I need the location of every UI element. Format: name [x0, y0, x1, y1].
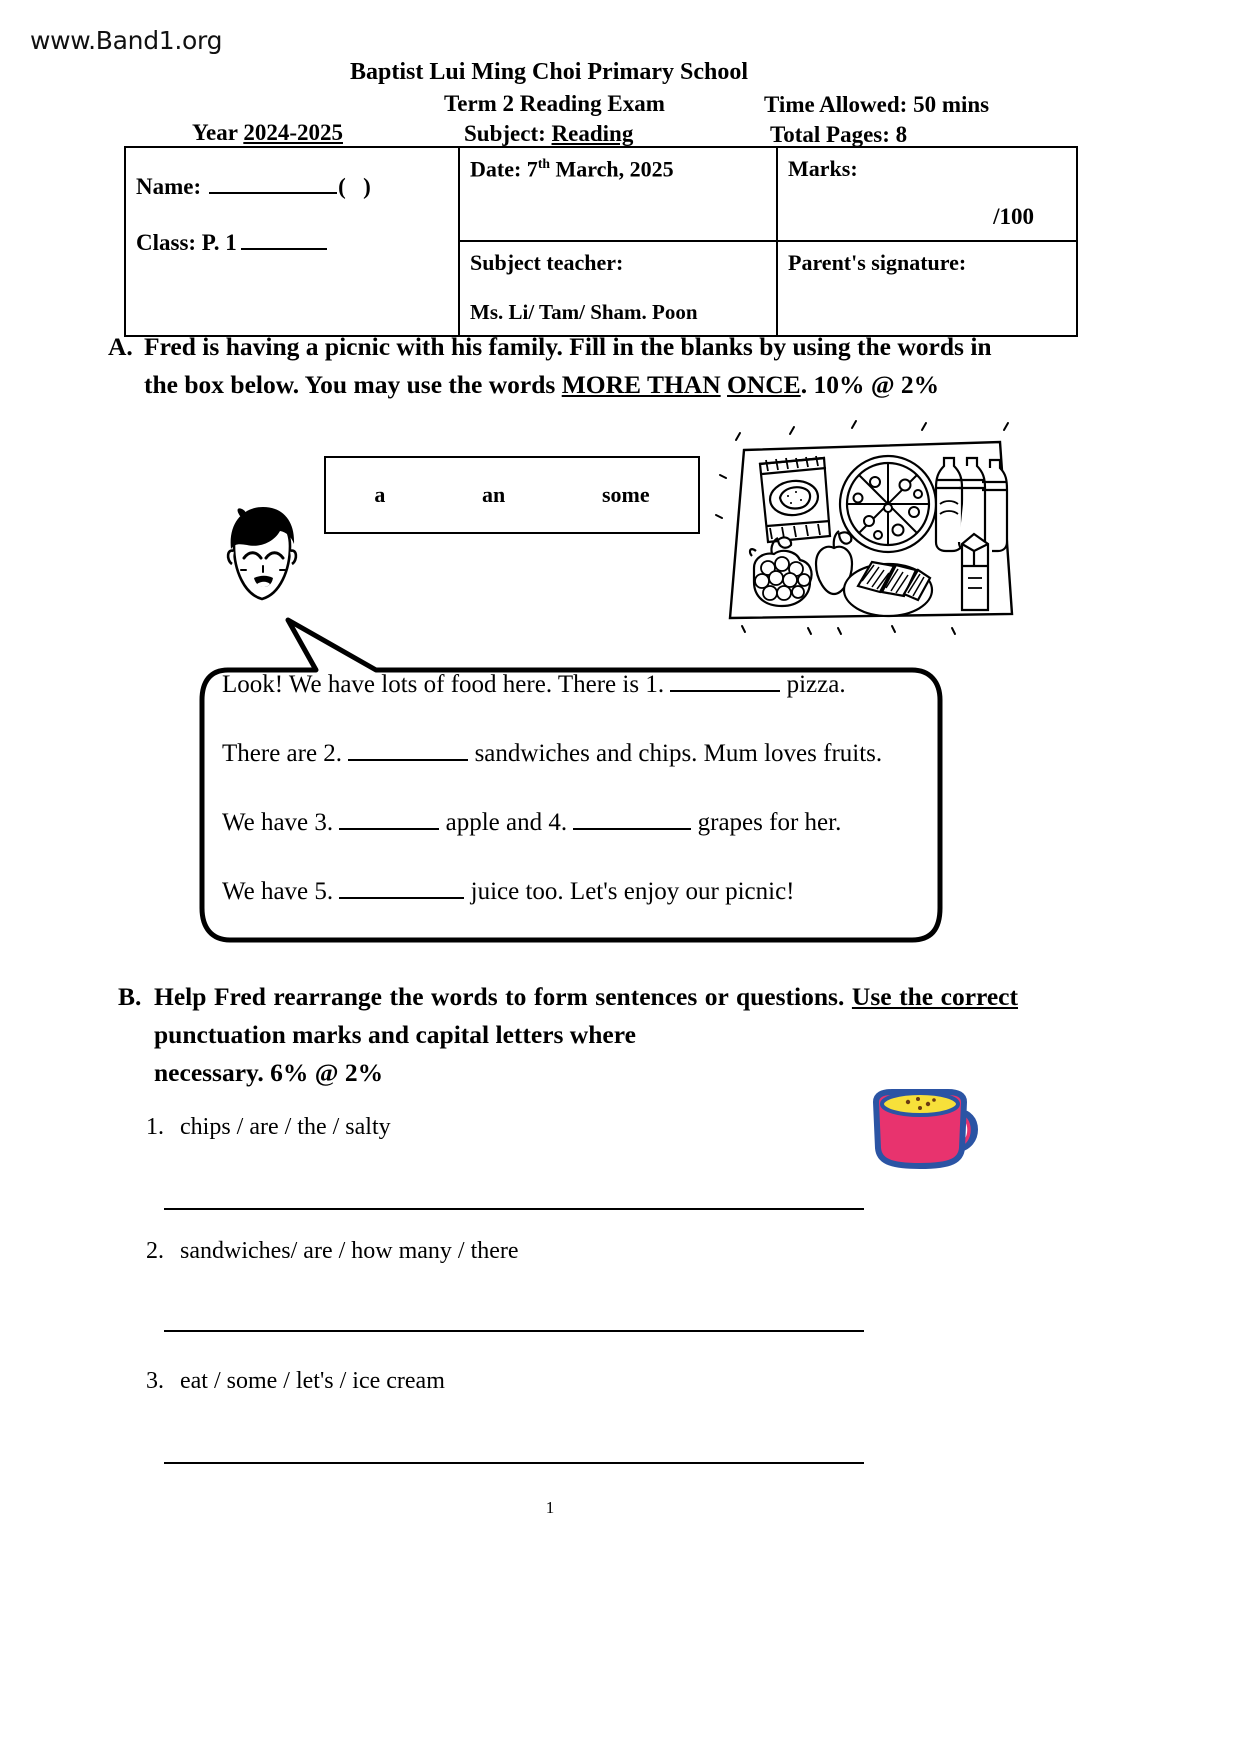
- answer-blank-2[interactable]: [348, 743, 468, 761]
- b-item-1-answer-line[interactable]: [164, 1208, 864, 1210]
- word-bank-item-some[interactable]: some: [601, 482, 650, 507]
- teacher-names: Ms. Li/ Tam/ Sham. Poon: [470, 300, 698, 324]
- date-ordinal: th: [537, 156, 550, 171]
- school-name: Baptist Lui Ming Choi Primary School: [350, 59, 749, 85]
- section-b-instructions: [118, 978, 1018, 1092]
- class-input-blank[interactable]: [241, 231, 327, 250]
- word-bank-box: [324, 456, 700, 534]
- bubble-line-4b: juice too. Let's enjoy our picnic!: [470, 878, 795, 905]
- b-item-3: [146, 1368, 445, 1395]
- watermark: www.Band1.org: [30, 26, 223, 55]
- answer-blank-3[interactable]: [339, 812, 439, 830]
- bubble-line-2: [222, 737, 952, 771]
- name-label: Name:: [136, 174, 202, 199]
- exam-header: [124, 58, 1034, 337]
- section-a-line3-emph: ONCE: [727, 370, 801, 399]
- time-allowed: Time Allowed: 50 mins: [764, 92, 990, 117]
- section-b-line1: Help Fred rearrange the words to form sentences or questions.: [154, 982, 845, 1011]
- cocoa-cup-icon: [862, 1086, 982, 1172]
- parent-signature-label: Parent's signature:: [788, 250, 967, 275]
- section-a-line2-pre: the words in the box below. You may use the words: [144, 332, 992, 399]
- b-item-2: [146, 1238, 519, 1265]
- total-pages: Total Pages: 8: [770, 122, 908, 147]
- subject-value: Reading: [551, 121, 634, 146]
- class-label: Class: P. 1: [136, 230, 237, 255]
- bubble-line-3c: grapes for her.: [697, 809, 842, 836]
- answer-blank-1[interactable]: [670, 674, 780, 692]
- bubble-line-4a: We have 5.: [222, 878, 334, 905]
- name-class-cell: [125, 147, 459, 336]
- subject-teacher-cell: [459, 241, 777, 336]
- word-bank-item-a[interactable]: a: [374, 482, 386, 507]
- name-input-blank[interactable]: [209, 175, 337, 194]
- b-item-2-answer-line[interactable]: [164, 1330, 864, 1332]
- bubble-line-3a: We have 3.: [222, 809, 334, 836]
- bubble-line-1a: Look! We have lots of food here. There is 1.: [222, 671, 665, 698]
- class-field-row: [136, 230, 448, 256]
- subject-line: [464, 119, 633, 148]
- marks-cell: [777, 147, 1077, 241]
- date-label: Date: 7: [470, 156, 538, 182]
- section-b-line2-rest: punctuation marks and capital letters where: [154, 1020, 636, 1049]
- b-item-2-number: 2.: [146, 1238, 164, 1264]
- marks-label: Marks:: [788, 156, 858, 181]
- section-a-body: [144, 328, 1018, 404]
- section-a-line3-post: . 10% @ 2%: [800, 370, 940, 399]
- date-rest: March, 2025: [549, 156, 674, 182]
- year-value: 2024-2025: [243, 120, 343, 145]
- student-info-table: [124, 146, 1078, 337]
- section-a-instructions: [108, 328, 1018, 404]
- section-b-letter: B.: [118, 982, 142, 1011]
- exam-title: Term 2 Reading Exam: [444, 91, 665, 116]
- page-number: 1: [545, 1498, 555, 1517]
- bubble-line-1b: pizza.: [786, 671, 846, 698]
- subject-teacher-label: Subject teacher:: [470, 250, 624, 275]
- b-item-3-number: 3.: [146, 1368, 164, 1394]
- name-paren-close: ): [363, 174, 371, 199]
- word-bank-item-an[interactable]: an: [482, 482, 506, 507]
- section-b-line2-emph: Use the correct: [851, 982, 1018, 1011]
- b-item-1-number: 1.: [146, 1114, 164, 1140]
- b-item-1: [146, 1114, 391, 1141]
- bubble-line-3b: apple and 4.: [445, 809, 568, 836]
- marks-total: /100: [993, 204, 1034, 229]
- section-b-line3: necessary. 6% @ 2%: [154, 1058, 384, 1087]
- section-b-body: [154, 978, 1018, 1092]
- subject-label: Subject:: [464, 121, 552, 146]
- boy-face-icon: [216, 502, 308, 612]
- b-item-3-words: eat / some / let's / ice cream: [180, 1368, 445, 1394]
- date-cell: [459, 147, 777, 241]
- section-a-letter: A.: [108, 332, 133, 361]
- b-item-1-words: chips / are / the / salty: [180, 1114, 391, 1140]
- b-item-3-answer-line[interactable]: [164, 1462, 864, 1464]
- section-a-line2-emph: MORE THAN: [561, 370, 721, 399]
- name-paren-open: (: [338, 174, 346, 199]
- answer-blank-5[interactable]: [339, 881, 464, 899]
- bubble-line-2a: There are 2.: [222, 740, 343, 767]
- section-a-line1: Fred is having a picnic with his family. Fill in the blanks by using: [144, 332, 851, 361]
- parent-signature-cell[interactable]: [777, 241, 1077, 336]
- bubble-line-4: [222, 875, 952, 909]
- bubble-line-2b: sandwiches and chips. Mum loves fruits.: [474, 740, 883, 767]
- name-field-row: [136, 174, 448, 200]
- year-label: Year: [192, 120, 244, 145]
- answer-blank-4[interactable]: [573, 812, 691, 830]
- b-item-2-words: sandwiches/ are / how many / there: [180, 1238, 519, 1264]
- picnic-blanket-illustration: [712, 418, 1017, 638]
- bubble-line-3: [222, 806, 952, 840]
- speech-bubble-text: [222, 668, 952, 909]
- school-year: [192, 118, 343, 147]
- bubble-line-1: [222, 668, 952, 702]
